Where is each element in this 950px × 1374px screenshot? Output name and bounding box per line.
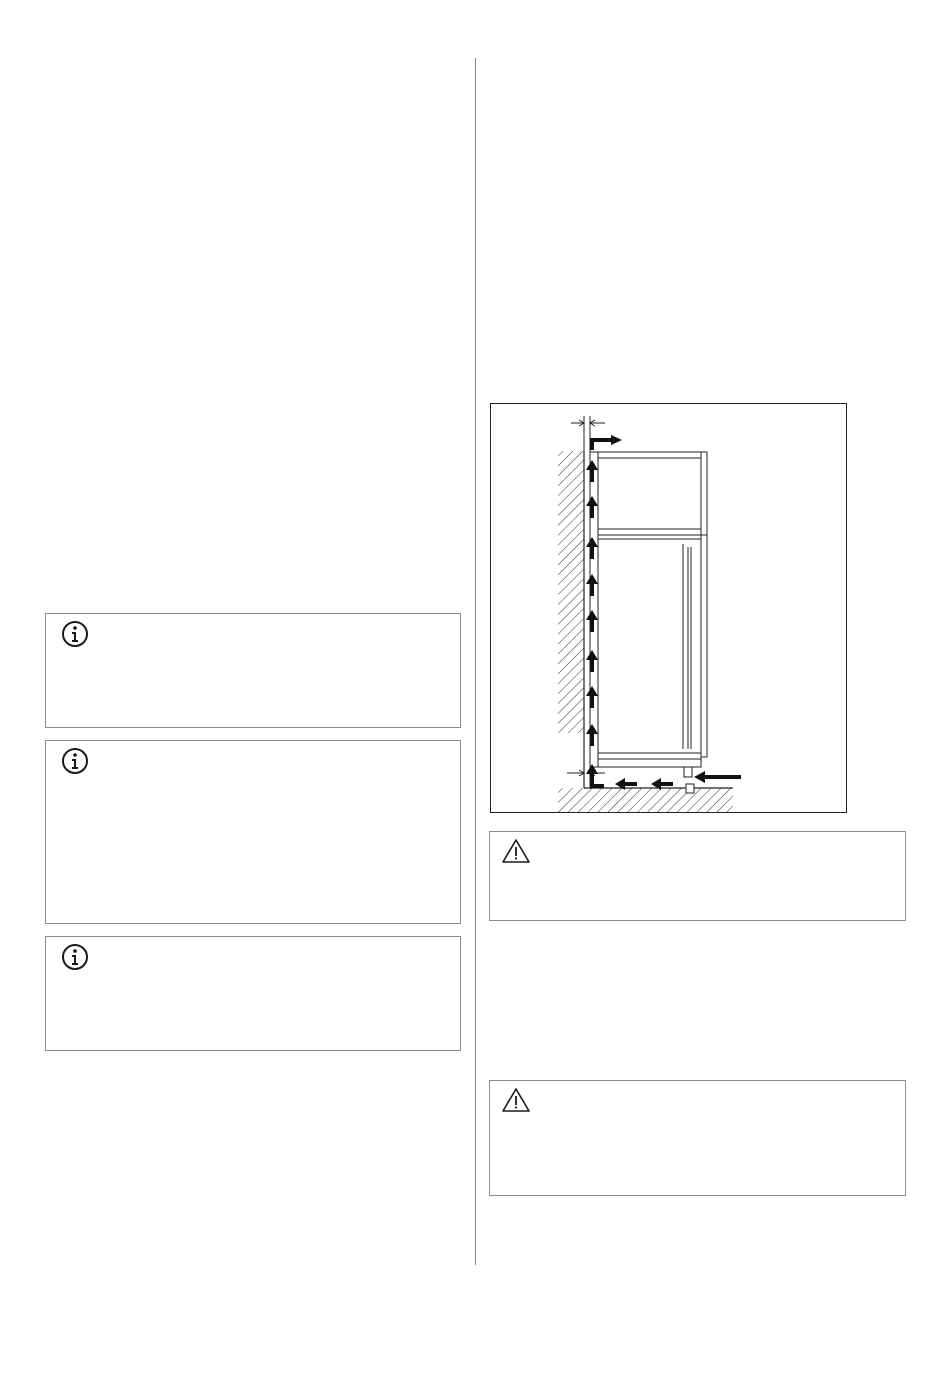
foot-rear [686, 784, 694, 793]
warning-icon [501, 837, 531, 865]
warning-note-2 [489, 1080, 906, 1196]
column-divider [475, 58, 476, 1265]
info-icon [61, 747, 89, 775]
info-icon [61, 943, 89, 971]
fridge-door [701, 535, 707, 757]
info-note-3 [45, 936, 461, 1051]
airflow-inlet-arrow [694, 771, 741, 783]
wall-hatch [558, 451, 584, 733]
freezer-door [701, 452, 707, 535]
foot-front [684, 767, 692, 777]
warning-icon [501, 1086, 531, 1114]
fridge-base-panel [598, 753, 701, 759]
ventilation-diagram-svg [491, 404, 846, 812]
freezer-top-panel [598, 452, 701, 458]
warning-note-1 [489, 831, 906, 921]
fridge-body [598, 539, 701, 753]
airflow-outlet-line [592, 440, 613, 450]
info-note-2 [45, 740, 461, 924]
freezer-bottom-panel [598, 529, 701, 535]
freezer-body [598, 458, 701, 529]
info-icon [61, 620, 89, 648]
airflow-outlet-arrowhead [611, 435, 622, 445]
base-plinth [598, 759, 701, 767]
floor-hatch [558, 788, 733, 812]
airflow-bottom-arrows [586, 764, 741, 790]
info-note-1 [45, 613, 461, 728]
ventilation-diagram [490, 403, 847, 813]
